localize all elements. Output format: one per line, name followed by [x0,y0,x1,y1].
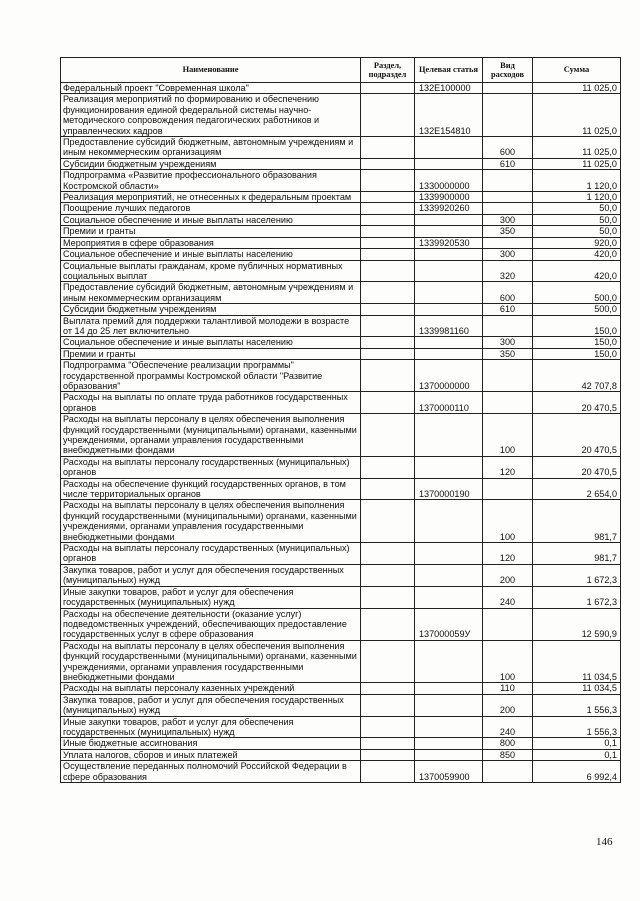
row-target-article-cell: 1370000110 [415,392,483,414]
row-target-article-cell [415,158,483,169]
table-row [61,543,621,565]
row-razdel-cell [361,738,415,749]
row-sum-cell: 11 025,0 [533,83,621,94]
row-expense-type-cell: 300 [483,249,533,260]
table-row [61,158,621,169]
row-name-cell: Социальные выплаты гражданам, кроме публичных нормативных социальных выплат [61,260,361,282]
row-razdel-cell [361,564,415,586]
row-sum-cell: 20 470,5 [533,456,621,478]
row-name-cell: Осуществление переданных полномочий Российской Федерации в сфере образования [61,761,361,783]
row-target-article-cell: 1339981160 [415,315,483,337]
table-row [61,94,621,137]
row-name-cell: Расходы на выплаты персоналу государственных (муниципальных) органов [61,456,361,478]
row-razdel-cell [361,640,415,683]
row-expense-type-cell [483,170,533,192]
row-target-article-cell [415,214,483,225]
row-target-article-cell [415,282,483,304]
row-target-article-cell: 132E154810 [415,94,483,137]
row-sum-cell: 6 992,4 [533,761,621,783]
row-target-article-cell: 132E100000 [415,83,483,94]
row-razdel-cell [361,414,415,457]
table-row [61,203,621,214]
row-sum-cell: 1 120,0 [533,170,621,192]
row-razdel-cell [361,260,415,282]
row-sum-cell: 42 707,8 [533,360,621,392]
row-sum-cell: 20 470,5 [533,414,621,457]
row-expense-type-cell: 110 [483,683,533,694]
table-row [61,414,621,457]
table-row [61,260,621,282]
row-razdel-cell [361,315,415,337]
table-row [61,337,621,348]
row-sum-cell: 0,1 [533,738,621,749]
row-name-cell: Иные закупки товаров, работ и услуг для обеспечения государственных (муниципальных) нужд [61,716,361,738]
row-target-article-cell [415,304,483,315]
row-target-article-cell: 1330000000 [415,170,483,192]
row-expense-type-cell: 100 [483,414,533,457]
table-row [61,360,621,392]
row-razdel-cell [361,683,415,694]
row-target-article-cell [415,226,483,237]
row-name-cell: Расходы на выплаты персоналу государственных (муниципальных) органов [61,543,361,565]
table-row [61,282,621,304]
row-name-cell: Выплата премий для поддержки талантливой молодежи в возрасте от 14 до 25 лет включительно [61,315,361,337]
row-target-article-cell [415,249,483,260]
row-razdel-cell [361,716,415,738]
row-expense-type-cell: 800 [483,738,533,749]
table-row [61,500,621,543]
row-sum-cell: 12 590,9 [533,608,621,640]
page-number: 146 [596,836,613,848]
row-target-article-cell [415,749,483,760]
row-razdel-cell [361,304,415,315]
table-row [61,214,621,225]
row-name-cell: Предоставление субсидий бюджетным, автономным учреждениям и иным некоммерческим организациям [61,137,361,159]
row-target-article-cell [415,337,483,348]
table-row [61,640,621,683]
row-name-cell: Закупка товаров, работ и услуг для обеспечения государственных (муниципальных) нужд [61,564,361,586]
row-expense-type-cell: 200 [483,694,533,716]
row-sum-cell: 11 034,5 [533,640,621,683]
row-name-cell: Предоставление субсидий бюджетным, автономным учреждениям и иным некоммерческим организациям [61,282,361,304]
row-expense-type-cell: 300 [483,337,533,348]
row-sum-cell: 420,0 [533,249,621,260]
row-expense-type-cell: 100 [483,500,533,543]
row-expense-type-cell [483,83,533,94]
row-sum-cell: 50,0 [533,226,621,237]
row-sum-cell: 20 470,5 [533,392,621,414]
row-razdel-cell [361,360,415,392]
row-target-article-cell: 1339920260 [415,203,483,214]
budget-table [60,57,621,783]
row-expense-type-cell: 240 [483,716,533,738]
table-row [61,392,621,414]
row-sum-cell: 150,0 [533,337,621,348]
row-name-cell: Закупка товаров, работ и услуг для обеспечения государственных (муниципальных) нужд [61,694,361,716]
row-razdel-cell [361,337,415,348]
row-expense-type-cell [483,237,533,248]
row-target-article-cell [415,137,483,159]
row-expense-type-cell: 610 [483,304,533,315]
row-razdel-cell [361,586,415,608]
row-razdel-cell [361,192,415,203]
header-name: Наименование [61,58,361,83]
row-target-article-cell [415,260,483,282]
row-target-article-cell [415,694,483,716]
row-name-cell: Социальное обеспечение и иные выплаты населению [61,249,361,260]
table-row [61,608,621,640]
table-row [61,761,621,783]
table-row [61,83,621,94]
table-row [61,348,621,359]
row-sum-cell: 1 556,3 [533,716,621,738]
row-sum-cell: 420,0 [533,260,621,282]
row-name-cell: Расходы на выплаты персоналу в целях обеспечения выполнения функций государственными (муниципальными) органами, казенными учреждениями, органами управления государственными внебюджетными фондами [61,500,361,543]
row-razdel-cell [361,94,415,137]
row-expense-type-cell: 350 [483,348,533,359]
row-razdel-cell [361,392,415,414]
row-sum-cell: 981,7 [533,500,621,543]
row-target-article-cell: 1370000000 [415,360,483,392]
row-razdel-cell [361,608,415,640]
row-name-cell: Иные закупки товаров, работ и услуг для обеспечения государственных (муниципальных) нужд [61,586,361,608]
row-target-article-cell [415,543,483,565]
row-name-cell: Поощрение лучших педагогов [61,203,361,214]
row-name-cell: Уплата налогов, сборов и иных платежей [61,749,361,760]
row-expense-type-cell [483,192,533,203]
row-expense-type-cell [483,761,533,783]
row-expense-type-cell [483,203,533,214]
row-expense-type-cell: 200 [483,564,533,586]
row-name-cell: Расходы на обеспечение деятельности (оказание услуг) подведомственных учреждений, обеспечивающих предоставление государственных услуг в сфере образования [61,608,361,640]
row-sum-cell: 2 654,0 [533,478,621,500]
row-expense-type-cell: 610 [483,158,533,169]
table-row [61,683,621,694]
row-expense-type-cell [483,94,533,137]
row-sum-cell: 11 034,5 [533,683,621,694]
row-target-article-cell [415,586,483,608]
table-row [61,304,621,315]
row-razdel-cell [361,749,415,760]
row-razdel-cell [361,456,415,478]
row-name-cell: Расходы на выплаты персоналу в целях обеспечения выполнения функций государственными (муниципальными) органами, казенными учреждениями, органами управления государственными внебюджетными фондами [61,414,361,457]
table-row [61,192,621,203]
row-target-article-cell: 1370000190 [415,478,483,500]
table-row [61,137,621,159]
row-target-article-cell [415,640,483,683]
row-sum-cell: 500,0 [533,282,621,304]
row-expense-type-cell [483,392,533,414]
row-expense-type-cell [483,608,533,640]
row-name-cell: Премии и гранты [61,348,361,359]
row-name-cell: Расходы на выплаты по оплате труда работников государственных органов [61,392,361,414]
row-expense-type-cell [483,360,533,392]
row-razdel-cell [361,170,415,192]
row-target-article-cell: 1370059900 [415,761,483,783]
row-expense-type-cell: 850 [483,749,533,760]
row-name-cell: Подпрограмма "Обеспечение реализации программы" государственной программы Костромской области "Развитие образования" [61,360,361,392]
row-sum-cell: 0,1 [533,749,621,760]
row-expense-type-cell: 350 [483,226,533,237]
row-sum-cell: 920,0 [533,237,621,248]
row-target-article-cell [415,414,483,457]
row-sum-cell: 1 672,3 [533,564,621,586]
row-expense-type-cell: 120 [483,456,533,478]
table-body [61,83,621,783]
row-target-article-cell [415,500,483,543]
row-sum-cell: 500,0 [533,304,621,315]
row-razdel-cell [361,543,415,565]
row-sum-cell: 981,7 [533,543,621,565]
row-razdel-cell [361,500,415,543]
row-razdel-cell [361,214,415,225]
row-target-article-cell [415,456,483,478]
table-row [61,749,621,760]
row-razdel-cell [361,249,415,260]
row-name-cell: Социальное обеспечение и иные выплаты населению [61,337,361,348]
row-sum-cell: 50,0 [533,203,621,214]
row-sum-cell: 1 556,3 [533,694,621,716]
table-row [61,738,621,749]
row-sum-cell: 1 672,3 [533,586,621,608]
row-name-cell: Социальное обеспечение и иные выплаты населению [61,214,361,225]
table-row [61,694,621,716]
row-sum-cell: 150,0 [533,315,621,337]
row-name-cell: Расходы на обеспечение функций государственных органов, в том числе территориальных органов [61,478,361,500]
row-razdel-cell [361,761,415,783]
row-target-article-cell [415,564,483,586]
row-target-article-cell: 137000059У [415,608,483,640]
table-row [61,716,621,738]
row-name-cell: Мероприятия в сфере образования [61,237,361,248]
row-target-article-cell [415,738,483,749]
row-sum-cell: 11 025,0 [533,94,621,137]
row-expense-type-cell: 600 [483,282,533,304]
row-sum-cell: 11 025,0 [533,158,621,169]
row-name-cell: Федеральный проект "Современная школа" [61,83,361,94]
row-sum-cell: 150,0 [533,348,621,359]
row-name-cell: Реализация мероприятий, не отнесенных к федеральным проектам [61,192,361,203]
row-sum-cell: 1 120,0 [533,192,621,203]
row-expense-type-cell [483,478,533,500]
table-row [61,170,621,192]
row-sum-cell: 11 025,0 [533,137,621,159]
row-expense-type-cell: 120 [483,543,533,565]
header-razdel: Раздел, подраздел [361,58,415,83]
table-row [61,478,621,500]
row-expense-type-cell: 240 [483,586,533,608]
row-razdel-cell [361,694,415,716]
row-expense-type-cell: 320 [483,260,533,282]
row-razdel-cell [361,158,415,169]
row-expense-type-cell: 100 [483,640,533,683]
table-header-row [61,58,621,83]
row-expense-type-cell: 600 [483,137,533,159]
row-razdel-cell [361,203,415,214]
row-razdel-cell [361,282,415,304]
row-name-cell: Реализация мероприятий по формированию и обеспечению функционирования единой федеральной системы научно-методического сопровождения педагогических работников и управленческих кадров [61,94,361,137]
table-row [61,237,621,248]
table-row [61,586,621,608]
row-name-cell: Субсидии бюджетным учреждениям [61,304,361,315]
row-razdel-cell [361,478,415,500]
row-razdel-cell [361,348,415,359]
row-target-article-cell [415,716,483,738]
header-sum: Сумма [533,58,621,83]
row-sum-cell: 50,0 [533,214,621,225]
row-target-article-cell: 1339920530 [415,237,483,248]
table-row [61,226,621,237]
row-name-cell: Расходы на выплаты персоналу казенных учреждений [61,683,361,694]
row-razdel-cell [361,83,415,94]
row-expense-type-cell: 300 [483,214,533,225]
row-name-cell: Расходы на выплаты персоналу в целях обеспечения выполнения функций государственными (муниципальными) органами, казенными учреждениями, органами управления государственными внебюджетными фондами [61,640,361,683]
row-name-cell: Подпрограмма «Развитие профессионального образования Костромской области» [61,170,361,192]
row-razdel-cell [361,137,415,159]
row-name-cell: Субсидии бюджетным учреждениям [61,158,361,169]
table-row [61,315,621,337]
row-name-cell: Иные бюджетные ассигнования [61,738,361,749]
table-row [61,456,621,478]
row-target-article-cell [415,683,483,694]
table-row [61,564,621,586]
row-razdel-cell [361,237,415,248]
table-row [61,249,621,260]
row-razdel-cell [361,226,415,237]
row-name-cell: Премии и гранты [61,226,361,237]
row-expense-type-cell [483,315,533,337]
header-target-article: Целевая статья [415,58,483,83]
row-target-article-cell: 1339900000 [415,192,483,203]
header-expense-type: Вид расходов [483,58,533,83]
row-target-article-cell [415,348,483,359]
